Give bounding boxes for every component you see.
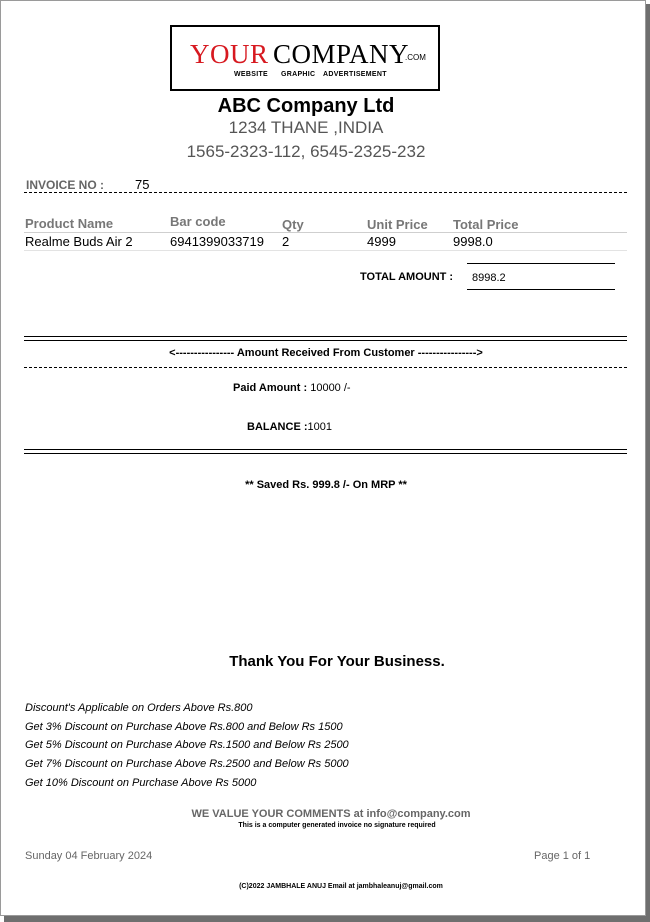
saved-note: ** Saved Rs. 999.8 /- On MRP ** [245, 479, 407, 491]
col-header-barcode: Bar code [170, 214, 226, 229]
paid-amount-label: Paid Amount : [233, 382, 308, 394]
balance [247, 421, 332, 433]
copyright: (C)2022 JAMBHALE ANUJ Email at jambhaleanuj@gmail.com [239, 883, 443, 890]
paid-amount-value: 10000 /- [307, 382, 351, 394]
generated-notice: This is a computer generated invoice no signature required [238, 822, 436, 829]
discount-line: Get 5% Discount on Purchase Above Rs.1500 and Below Rs 2500 [25, 739, 349, 751]
payment-top-double-rule [24, 336, 627, 341]
discount-line: Get 3% Discount on Purchase Above Rs.800 and Below Rs 1500 [25, 721, 343, 733]
table-row-rule [24, 250, 627, 251]
company-phones: 1565-2323-112, 6545-2325-232 [186, 142, 426, 161]
discount-line: Get 10% Discount on Purchase Above Rs 5000 [25, 777, 257, 789]
total-amount-label: TOTAL AMOUNT : [360, 271, 454, 283]
company-name: ABC Company Ltd [217, 95, 395, 117]
invoice-number-label: INVOICE NO : [26, 178, 105, 192]
total-amount-value: 8998.2 [472, 272, 506, 284]
company-address: 1234 THANE ,INDIA [228, 118, 384, 137]
paid-amount [233, 382, 351, 394]
payment-heading: <---------------- Amount Received From Customer ----------------> [169, 347, 483, 359]
cell-qty: 2 [282, 234, 290, 249]
cell-barcode: 6941399033719 [170, 234, 264, 249]
table-header-rule [24, 232, 627, 233]
page-shadow-bottom [4, 916, 650, 922]
discount-line: Discount's Applicable on Orders Above Rs.800 [25, 702, 253, 714]
logo-tag-advertisement: ADVERTISEMENT [323, 71, 387, 78]
logo-word-company: COMPANY [273, 39, 410, 69]
discount-line: Get 7% Discount on Purchase Above Rs.2500 and Below Rs 5000 [25, 758, 349, 770]
cell-total-price: 9998.0 [453, 234, 493, 249]
company-logo [170, 25, 440, 91]
cell-unit-price: 4999 [367, 234, 396, 249]
logo-suffix: .COM [405, 53, 426, 62]
invoice-number-value: 75 [135, 177, 150, 192]
balance-value: 1001 [307, 421, 332, 433]
invoice-divider [24, 192, 627, 193]
total-bottom-rule [467, 289, 615, 290]
cell-product: Realme Buds Air 2 [25, 234, 133, 249]
comments-contact: WE VALUE YOUR COMMENTS at info@company.com [191, 808, 471, 820]
payment-divider [24, 367, 627, 368]
col-header-product: Product Name [25, 216, 114, 231]
col-header-total-price: Total Price [453, 217, 519, 232]
logo-tag-graphic: GRAPHIC [281, 71, 316, 78]
balance-label: BALANCE : [247, 421, 308, 433]
payment-bottom-double-rule [24, 449, 627, 454]
logo-word-your: YOUR [190, 39, 269, 69]
page-number: Page 1 of 1 [534, 850, 591, 862]
print-date: Sunday 04 February 2024 [25, 850, 153, 862]
col-header-unit-price: Unit Price [367, 217, 428, 232]
total-top-rule [467, 263, 615, 264]
logo-tag-website: WEBSITE [234, 71, 268, 78]
page-shadow-right [646, 4, 650, 920]
thank-you-message: Thank You For Your Business. [229, 653, 445, 670]
col-header-qty: Qty [282, 217, 304, 232]
